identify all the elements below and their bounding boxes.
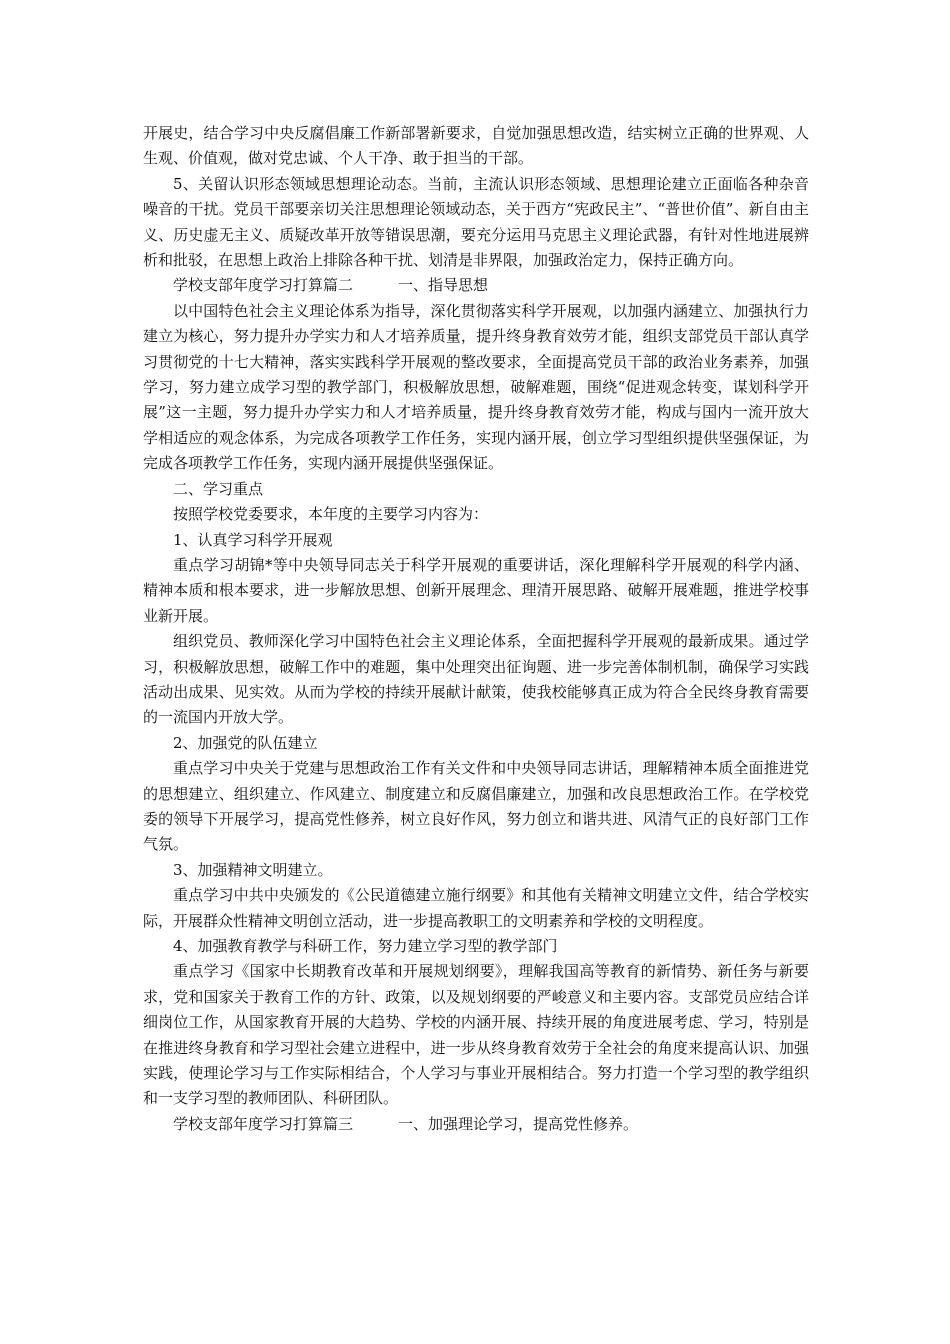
paragraph-13: 重点学习中共中央颁发的《公民道德建立施行纲要》和其他有关精神文明建立文件，结合学校实际，开展群众性精神文明创立活动，进一步提高教职工的文明素养和学校的文明程度。 [143,886,809,930]
item-heading-2: 2、加强党的队伍建立 [173,733,318,752]
document-page [143,121,809,1137]
heading-study-focus: 二、学习重点 [173,479,264,498]
item-heading-3: 3、加强精神文明建立。 [173,860,333,879]
section-title: 学校支部年度学习打算篇二 [173,276,354,295]
paragraph-2: 5、关留认识形态领域思想理论动态。当前，主流认识形态领域、思想理论建立正面临各种杂音噪音的干扰。党员干部要亲切关注思想理论领域动态，关于西方“宪政民主”、“普世价值”、新自由主义、历史虚无主义、质疑改革开放等错误思潮，要充分运用马克思主义理论武器，有针对性地进展辨析和批驳，在思想上政治上排除各种干扰、划清是非界限，加强政治定力，保持正确方向。 [143,174,809,270]
section-heading-3 [143,1112,809,1137]
paragraph-15: 重点学习《国家中长期教育改革和开展规划纲要》，理解我国高等教育的新情势、新任务与新要求，党和国家关于教育工作的方针、政策，以及规划纲要的严峻意义和主要内容。支部党员应结合详细岗位工作，从国家教育开展的大趋势、学校的内涵开展、持续开展的角度进展考虑、学习，特别是在推进终身教育和学习型社会建立进程中，进一步从终身教育效劳于全社会的角度来提高认识、加强实践，使理论学习与工作实际相结合，个人学习与事业开展相结合。努力打造一个学习型的教学组织和一支学习型的教师团队、科研团队。 [143,962,809,1108]
paragraph-11: 重点学习中央关于党建与思想政治工作有关文件和中央领导同志讲话，理解精神本质全面推进党的思想建立、组织建立、作风建立、制度建立和反腐倡廉建立，加强和改良思想政治工作。在学校党委的领导下开展学习，提高党性修养，树立良好作风，努力创立和谐共进、风清气正的良好部门工作气氛。 [143,759,809,854]
section-subtitle: 一、指导思想 [398,276,489,295]
paragraph-4: 以中国特色社会主义理论体系为指导，深化贯彻落实科学开展观，以加强内涵建立、加强执行力建立为核心，努力提升办学实力和人才培养质量，提升终身教育效劳才能，组织支部党员干部认真学习贯彻党的十七大精神，落实实践科学开展观的整改要求，全面提高党员干部的政治业务素养，加强学习，努力建立成学习型的教学部门，积极解放思想，破解难题，围绕“促进观念转变，谋划科学开展”这一主题，努力提升办学实力和人才培养质量，提升终身教育效劳才能，构成与国内一流开放大学相适应的观念体系，为完成各项教学工作任务，实现内涵开展，创立学习型组织提供坚强保证，为完成各项教学工作任务，实现内涵开展提供坚强保证。 [143,301,809,473]
section-heading-2 [143,273,809,298]
paragraph-9: 组织党员、教师深化学习中国特色社会主义理论体系，全面把握科学开展观的最新成果。通过学习，积极解放思想，破解工作中的难题，集中处理突出征询题、进一步完善体制机制，确保学习实践活动出成果、见实效。从而为学校的持续开展献计献策，使我校能够真正成为符合全民终身教育需要的一流国内开放大学。 [143,632,809,727]
item-heading-1: 1、认真学习科学开展观 [173,530,333,549]
paragraph-1: 开展史，结合学习中央反腐倡廉工作新部署新要求，自觉加强思想改造，结实树立正确的世界观、人生观、价值观，做对党忠诚、个人干净、敢于担当的干部。 [143,124,809,168]
paragraph-8: 重点学习胡锦*等中央领导同志关于科学开展观的重要讲话，深化理解科学开展观的科学内涵、精神本质和根本要求，进一步解放思想、创新开展理念、理清开展思路、破解开展难题，推进学校事业新开展。 [143,555,809,625]
item-heading-4: 4、加强教育教学与科研工作，努力建立学习型的教学部门 [173,937,558,955]
section-subtitle: 一、加强理论学习，提高党性修养。 [398,1114,639,1133]
paragraph-6: 按照学校党委要求，本年度的主要学习内容为： [173,505,489,524]
section-title: 学校支部年度学习打算篇三 [173,1114,354,1133]
